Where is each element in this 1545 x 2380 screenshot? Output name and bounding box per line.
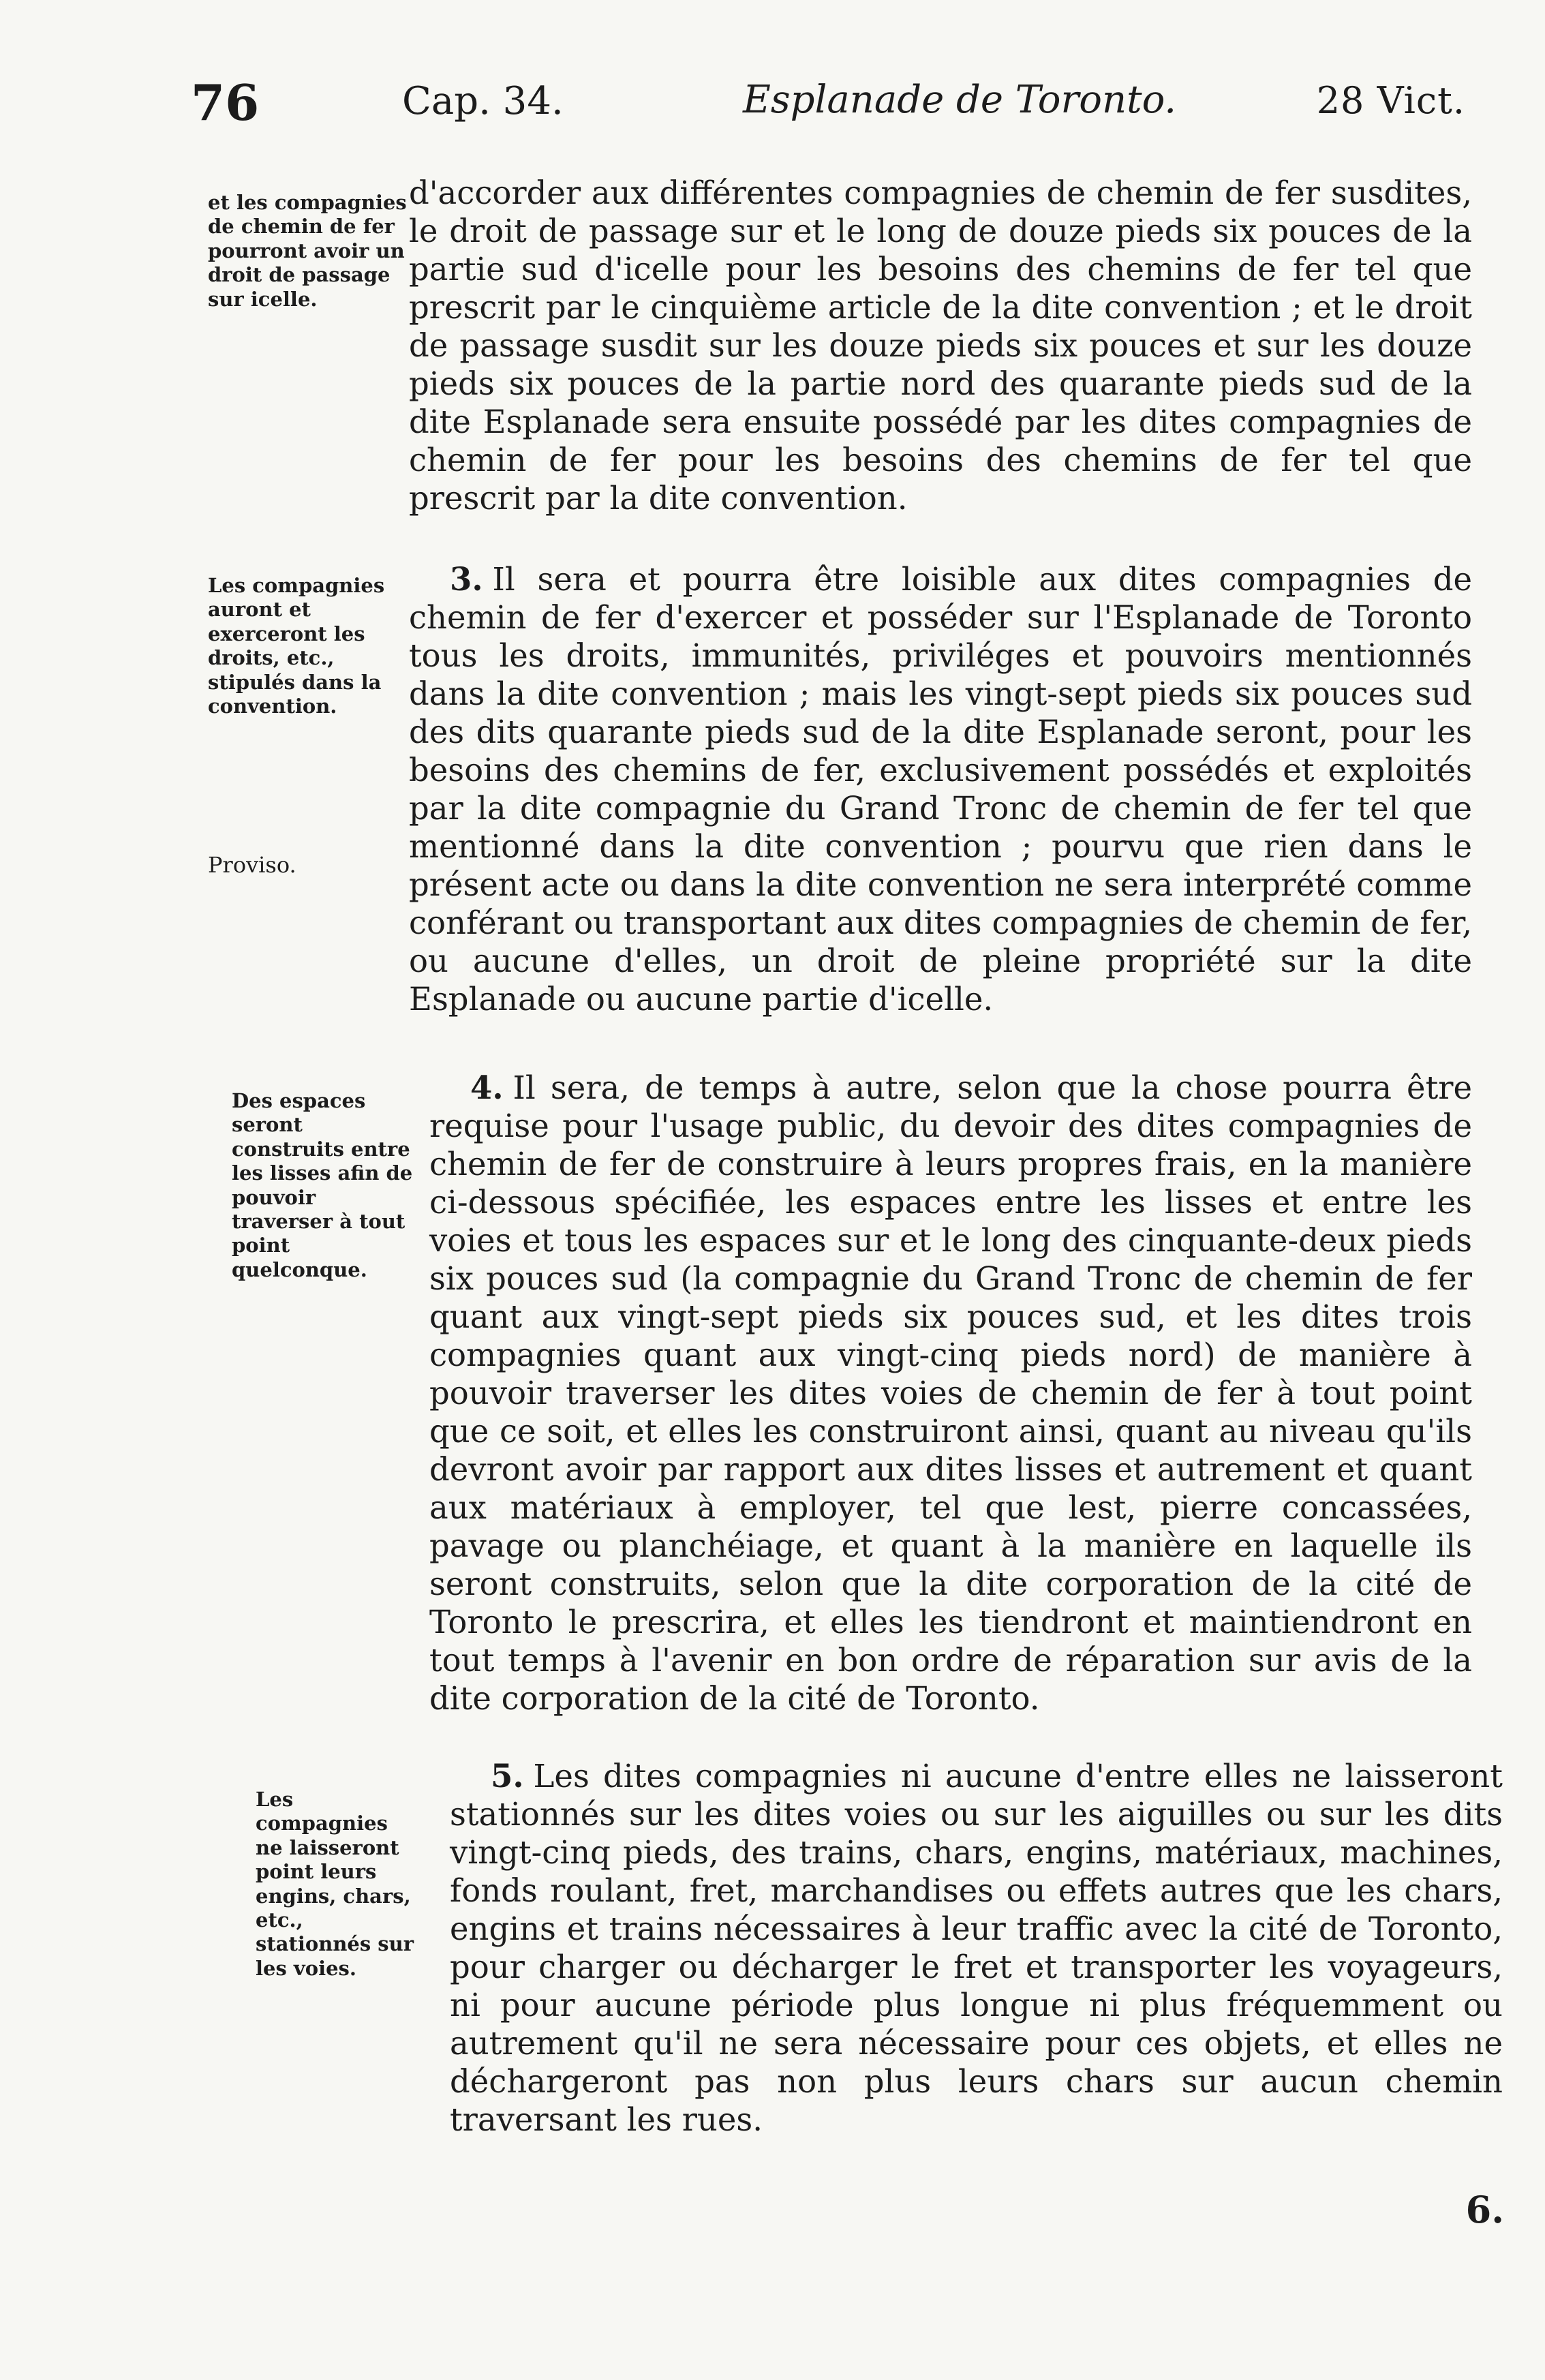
- section-5: [450, 1757, 1503, 2139]
- section-4-text: Il sera, de temps à autre, selon que la chose pourra être requise pour l'usage public, du devoir des dites compagnies de chemin de fer de construire à leurs propres frais, en la manière ci-dessous spécifiée, les espaces entre les lisses et entre les voies et tous les espaces sur et le long des cinquante-deux pieds six pouces sud (la compagnie du Grand Tronc de chemin de fer quant aux vingt-sept pieds six pouces sud, et les dites trois compagnies quant aux vingt-cinq pieds nord) de manière à pouvoir traverser les dites voies de chemin de fer à tout point que ce soit, et elles les construiront ainsi, quant au niveau qu'ils devront avoir par rapport aux dites lisses et autrement et quant aux matériaux à employer, tel que lest, pierre concassées, pavage ou planchéiage, et quant à la manière en laquelle ils seront construits, selon que la dite corporation de la cité de Toronto le prescrira, et elles les tiendront et maintiendront en tout temps à l'avenir en bon ordre de réparation sur avis de la dite corporation de la cité de Toronto.: [429, 1069, 1472, 1717]
- margin-note-proviso: Proviso.: [208, 852, 296, 878]
- section-3: [409, 560, 1472, 1018]
- section-4-number: 4.: [470, 1069, 504, 1106]
- catchword: 6.: [1465, 2188, 1504, 2231]
- margin-note-passage: et les compagnies de chemin de fer pourront avoir un droit de passage sur icelle.: [208, 191, 407, 311]
- margin-note-rights: Les compagnies auront et exerceront les droits, etc., stipulés dans la convention.: [208, 574, 385, 718]
- margin-note-stationing: Les compagnies ne laisseront point leurs engins, chars, etc., stationnés sur les voies.: [256, 1788, 414, 1980]
- page-number: 76: [191, 74, 260, 132]
- chapter-label: Cap. 34.: [402, 79, 564, 123]
- running-title: Esplanade de Toronto.: [743, 78, 1177, 122]
- section-5-text: Les dites compagnies ni aucune d'entre elles ne laisseront stationnés sur les dites voies ou sur les aiguilles ou sur les dits vingt-cinq pieds, des trains, chars, engins, matériaux, machines, fonds roulant, fret, marchandises ou effets autres que les chars, engins et trains nécessaires à leur traffic avec la cité de Toronto, pour charger ou décharger le fret et transporter les voyageurs, ni pour aucune période plus longue ni plus fréquemment ou autrement qu'il ne sera nécessaire pour ces objets, et elles ne déchargeront pas non plus leurs chars sur aucun chemin traversant les rues.: [450, 1758, 1503, 2138]
- section-4: [429, 1069, 1472, 1718]
- margin-note-crossings: Des espaces seront construits entre les lisses afin de pouvoir traverser à tout point quelconque.: [232, 1089, 413, 1281]
- section-3-text: Il sera et pourra être loisible aux dites compagnies de chemin de fer d'exercer et posséder sur l'Esplanade de Toronto tous les droits, immunités, priviléges et pouvoirs mentionnés dans la dite convention ; mais les vingt-sept pieds six pouces sud des dits quarante pieds sud de la dite Esplanade seront, pour les besoins des chemins de fer, exclusivement possédés et exploités par la dite compagnie du Grand Tronc de chemin de fer tel que mentionné dans la dite convention ; pourvu que rien dans le présent acte ou dans la dite convention ne sera interprété comme conférant ou transportant aux dites compagnies de chemin de fer, ou aucune d'elles, un droit de pleine propriété sur la dite Esplanade ou aucune partie d'icelle.: [409, 561, 1472, 1018]
- section-5-number: 5.: [491, 1757, 524, 1795]
- running-header: [191, 74, 1465, 142]
- regnal-year: 28 Vict.: [1316, 79, 1465, 122]
- paragraph-continuation: d'accorder aux différentes compagnies de chemin de fer susdites, le droit de passage sur et le long de douze pieds six pouces de la partie sud d'icelle pour les besoins des chemins de fer tel que prescrit par le cinquième article de la dite convention ; et le droit de passage susdit sur les douze pieds six pouces et sur les douze pieds six pouces de la partie nord des quarante pieds sud de la dite Esplanade sera ensuite possédé par les dites compagnies de chemin de fer pour les besoins des chemins de fer tel que prescrit par la dite convention.: [409, 174, 1472, 517]
- section-3-number: 3.: [450, 560, 483, 598]
